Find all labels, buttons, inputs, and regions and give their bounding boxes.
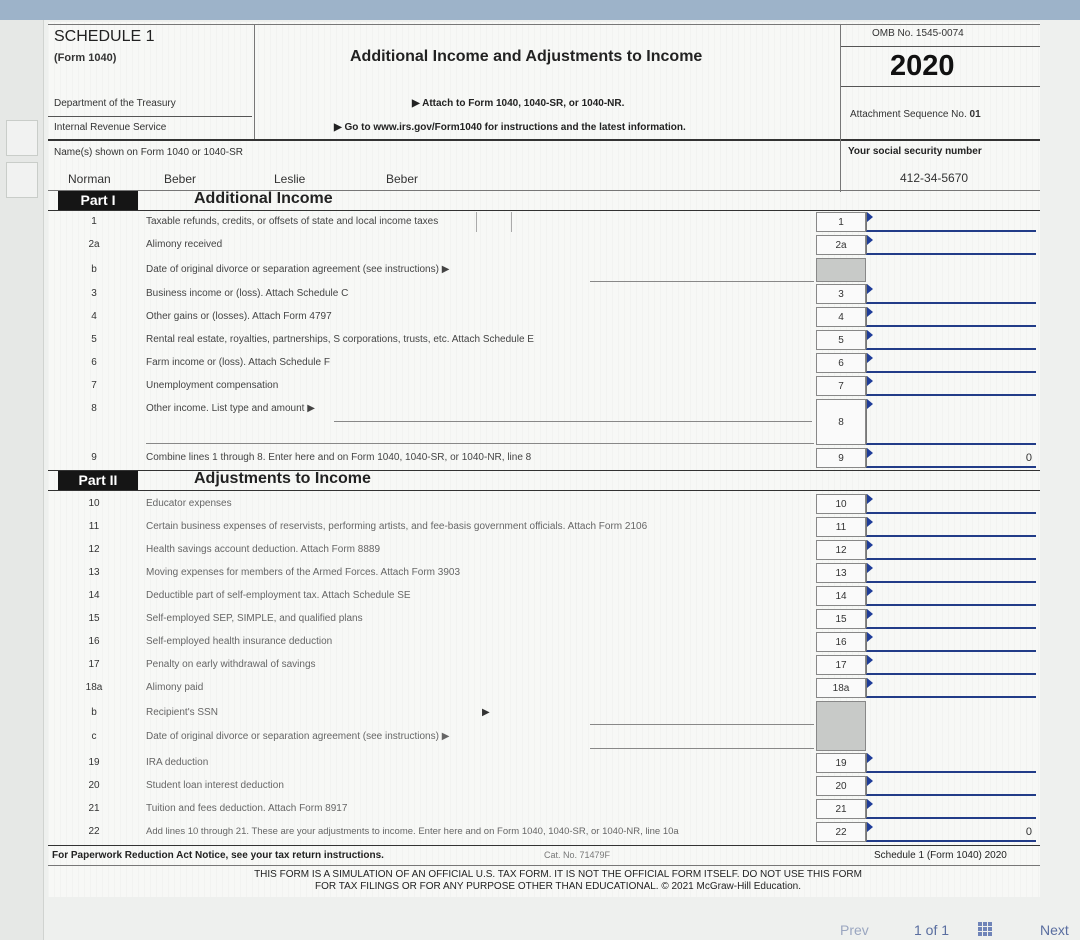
department-label: Department of the Treasury xyxy=(54,98,176,109)
line-20-row xyxy=(48,776,1040,796)
line-box-number: 11 xyxy=(816,517,866,537)
line-description: Other gains or (losses). Attach Form 4797 xyxy=(146,311,332,322)
line-12-amount-field[interactable] xyxy=(866,540,1036,560)
line-description: Recipient's SSN xyxy=(146,707,218,718)
line-number: 3 xyxy=(91,288,97,299)
line-5-row xyxy=(48,330,1040,350)
line-description: Unemployment compensation xyxy=(146,380,279,391)
line-4-row xyxy=(48,307,1040,327)
field-flag-icon xyxy=(867,376,873,386)
field-flag-icon xyxy=(867,586,873,596)
first-name-2[interactable]: Leslie xyxy=(274,172,306,186)
line-2b-row xyxy=(48,258,1040,282)
line-21-row xyxy=(48,799,1040,819)
line-number: b xyxy=(91,707,97,718)
line-description: Moving expenses for members of the Armed Forces. Attach Form 3903 xyxy=(146,567,461,578)
footer-bottom-rule xyxy=(48,865,1040,866)
line-number: 8 xyxy=(91,403,97,414)
field-flag-icon xyxy=(867,609,873,619)
header-rule xyxy=(48,139,1040,141)
irs-label: Internal Revenue Service xyxy=(54,122,167,133)
line-13-amount-field[interactable] xyxy=(866,563,1036,583)
line-description: Certain business expenses of reservists, performing artists, and fee-basis government officials. Attach Form 2106 xyxy=(146,521,648,532)
first-name-1[interactable]: Norman xyxy=(68,172,111,186)
form-reference: (Form 1040) xyxy=(54,52,117,64)
footer-rule xyxy=(48,845,1040,846)
line-description: Rental real estate, royalties, partnerships, S corporations, trusts, etc. Attach Schedule E xyxy=(146,334,534,345)
line-description: Student loan interest deduction xyxy=(146,780,284,791)
last-name-2[interactable]: Beber xyxy=(386,172,419,186)
line-1-row xyxy=(48,212,1040,232)
line-box-number: 13 xyxy=(816,563,866,583)
line-description: Deductible part of self-employment tax. Attach Schedule SE xyxy=(146,590,411,601)
line-description: Self-employed SEP, SIMPLE, and qualified plans xyxy=(146,613,363,624)
side-tab[interactable] xyxy=(6,162,38,198)
amount-value: 0 xyxy=(1025,452,1032,464)
tax-form-schedule-1 xyxy=(48,22,1040,897)
line-6-amount-field[interactable] xyxy=(866,353,1036,373)
line-7-amount-field[interactable] xyxy=(866,376,1036,396)
pagination-bar xyxy=(0,908,1080,940)
line-number: 22 xyxy=(88,826,100,837)
line-box-number: 2a xyxy=(816,235,866,255)
line-8-row xyxy=(48,399,1040,445)
line-11-amount-field[interactable] xyxy=(866,517,1036,537)
line-description: Date of original divorce or separation agreement (see instructions) ▶ xyxy=(146,731,450,742)
line-number: 11 xyxy=(88,521,100,532)
line-2a-row xyxy=(48,235,1040,255)
line-16-row xyxy=(48,632,1040,652)
line-1-amount-field[interactable] xyxy=(866,212,1036,232)
line-number: 13 xyxy=(88,567,100,578)
year-rule xyxy=(840,86,1040,87)
attachment-sequence xyxy=(850,109,981,120)
header-divider-left xyxy=(254,24,255,139)
line-number: 4 xyxy=(91,311,97,322)
line-description: Educator expenses xyxy=(146,498,232,509)
field-flag-icon xyxy=(867,330,873,340)
line-description: Tuition and fees deduction. Attach Form 8917 xyxy=(146,803,348,814)
omb-number: OMB No. 1545-0074 xyxy=(872,28,964,39)
line-10-amount-field[interactable] xyxy=(866,494,1036,514)
line-2a-amount-field[interactable] xyxy=(866,235,1036,255)
field-flag-icon xyxy=(867,212,873,222)
line-7-row xyxy=(48,376,1040,396)
part-2-rule xyxy=(48,490,1040,491)
part-2-label: Part II xyxy=(58,471,138,490)
line-18a-amount-field[interactable] xyxy=(866,678,1036,698)
line-17-row xyxy=(48,655,1040,675)
attachment-sequence-label: Attachment Sequence No. xyxy=(850,109,967,120)
line-box-number: 10 xyxy=(816,494,866,514)
prev-button[interactable]: Prev xyxy=(840,922,869,938)
simulation-notice-line-2: FOR TAX FILINGS OR FOR ANY PURPOSE OTHER THAN EDUCATIONAL. © 2021 McGraw-Hill Education. xyxy=(315,881,801,892)
line-21-amount-field[interactable] xyxy=(866,799,1036,819)
line-3-row xyxy=(48,284,1040,304)
line-description: Business income or (loss). Attach Schedule C xyxy=(146,288,349,299)
line-description: Taxable refunds, credits, or offsets of state and local income taxes xyxy=(146,216,439,227)
date-entry-line[interactable] xyxy=(590,748,814,749)
line-20-amount-field[interactable] xyxy=(866,776,1036,796)
field-flag-icon xyxy=(867,284,873,294)
field-flag-icon xyxy=(867,799,873,809)
paperwork-notice: For Paperwork Reduction Act Notice, see your tax return instructions. xyxy=(52,850,384,861)
attachment-sequence-number: 01 xyxy=(969,109,981,120)
line-9-amount-field[interactable] xyxy=(866,448,1036,468)
other-income-entry-line-2[interactable] xyxy=(146,443,814,444)
simulation-notice-line-1: THIS FORM IS A SIMULATION OF AN OFFICIAL U.S. TAX FORM. IT IS NOT THE OFFICIAL FORM ITSELF. DO NOT USE THIS FORM xyxy=(254,869,862,880)
line-9-row xyxy=(48,448,1040,468)
header-divider-right xyxy=(840,24,841,192)
field-flag-icon xyxy=(867,448,873,458)
line-18b-row xyxy=(48,701,1040,725)
line-number: 9 xyxy=(91,452,97,463)
names-label: Name(s) shown on Form 1040 or 1040-SR xyxy=(54,147,243,158)
browser-top-bar xyxy=(0,0,1080,20)
shaded-box xyxy=(816,258,866,282)
page-indicator: 1 of 1 xyxy=(914,922,950,938)
line-15-amount-field[interactable] xyxy=(866,609,1036,629)
line-14-amount-field[interactable] xyxy=(866,586,1036,606)
line-number: 14 xyxy=(88,590,100,601)
schedule-title: SCHEDULE 1 xyxy=(54,28,155,45)
line-box-number: 14 xyxy=(816,586,866,606)
line-box-number: 22 xyxy=(816,822,866,842)
line-box-number: 20 xyxy=(816,776,866,796)
line-description: Date of original divorce or separation agreement (see instructions) ▶ xyxy=(146,264,450,275)
line-22-amount-field[interactable] xyxy=(866,822,1036,842)
line-8-amount-field[interactable] xyxy=(866,399,1036,445)
line-22-row xyxy=(48,822,1040,842)
line-box-number: 19 xyxy=(816,753,866,773)
field-flag-icon xyxy=(867,776,873,786)
field-flag-icon xyxy=(867,655,873,665)
line-6-row xyxy=(48,353,1040,373)
attach-instruction: ▶ Attach to Form 1040, 1040-SR, or 1040-NR. xyxy=(412,98,625,109)
left-panel-strip xyxy=(0,20,44,940)
line-description: Alimony received xyxy=(146,239,223,250)
line-description: Alimony paid xyxy=(146,682,204,693)
date-entry-line[interactable] xyxy=(590,281,814,282)
field-flag-icon xyxy=(867,632,873,642)
line-box-number: 8 xyxy=(816,399,866,445)
goto-instruction: ▶ Go to www.irs.gov/Form1040 for instructions and the latest information. xyxy=(334,122,686,133)
part-1-title: Additional Income xyxy=(194,190,333,207)
field-flag-icon xyxy=(867,753,873,763)
field-flag-icon xyxy=(867,822,873,832)
line-number: 10 xyxy=(88,498,100,509)
line-number: 21 xyxy=(88,803,100,814)
line-description: Penalty on early withdrawal of savings xyxy=(146,659,316,670)
field-flag-icon xyxy=(867,517,873,527)
other-income-entry-line[interactable] xyxy=(334,421,812,422)
ssn-value[interactable]: 412-34-5670 xyxy=(900,171,969,185)
part-1-label: Part I xyxy=(58,191,138,210)
ssn-label: Your social security number xyxy=(848,146,982,157)
line-14-row xyxy=(48,586,1040,606)
line-number: 15 xyxy=(88,613,100,624)
line-number: 7 xyxy=(91,380,97,391)
dept-rule xyxy=(48,116,252,117)
line-box-number: 21 xyxy=(816,799,866,819)
line-18c-row xyxy=(48,727,1040,751)
line-number: 12 xyxy=(88,544,100,555)
line-box-number: 5 xyxy=(816,330,866,350)
dot-cell xyxy=(476,212,512,232)
line-box-number: 7 xyxy=(816,376,866,396)
field-flag-icon xyxy=(867,540,873,550)
line-number: 2a xyxy=(88,239,100,250)
line-11-row xyxy=(48,517,1040,537)
amount-value: 0 xyxy=(1025,826,1032,838)
field-flag-icon xyxy=(867,678,873,688)
grid-icon[interactable] xyxy=(978,922,992,936)
line-12-row xyxy=(48,540,1040,560)
line-10-row xyxy=(48,494,1040,514)
part-2-title: Adjustments to Income xyxy=(194,470,371,487)
field-flag-icon xyxy=(867,353,873,363)
line-number: 1 xyxy=(91,216,97,227)
line-18a-row xyxy=(48,678,1040,698)
line-number: 19 xyxy=(88,757,100,768)
side-tab[interactable] xyxy=(6,120,38,156)
line-box-number: 6 xyxy=(816,353,866,373)
line-box-number: 17 xyxy=(816,655,866,675)
recipient-ssn-entry-line[interactable] xyxy=(590,724,814,725)
form-title: Additional Income and Adjustments to Income xyxy=(350,48,703,65)
line-16-amount-field[interactable] xyxy=(866,632,1036,652)
field-flag-icon xyxy=(867,563,873,573)
line-5-amount-field[interactable] xyxy=(866,330,1036,350)
line-box-number: 9 xyxy=(816,448,866,468)
line-description: IRA deduction xyxy=(146,757,209,768)
arrow-icon: ▶ xyxy=(482,707,490,718)
line-box-number: 1 xyxy=(816,212,866,232)
line-number: 20 xyxy=(88,780,100,791)
line-17-amount-field[interactable] xyxy=(866,655,1036,675)
line-number: 6 xyxy=(91,357,97,368)
part-1-rule xyxy=(48,210,1040,211)
line-description: Combine lines 1 through 8. Enter here and on Form 1040, 1040-SR, or 1040-NR, line 8 xyxy=(146,452,532,463)
line-description: Other income. List type and amount ▶ xyxy=(146,403,315,414)
line-box-number: 4 xyxy=(816,307,866,327)
tax-year: 2020 xyxy=(890,50,955,82)
field-flag-icon xyxy=(867,307,873,317)
line-description: Farm income or (loss). Attach Schedule F xyxy=(146,357,330,368)
line-description: Self-employed health insurance deduction xyxy=(146,636,333,647)
top-rule xyxy=(48,24,1040,25)
field-flag-icon xyxy=(867,494,873,504)
line-number: 18a xyxy=(85,682,103,693)
line-number: 5 xyxy=(91,334,97,345)
line-19-amount-field[interactable] xyxy=(866,753,1036,773)
line-13-row xyxy=(48,563,1040,583)
last-name-1[interactable]: Beber xyxy=(164,172,197,186)
field-flag-icon xyxy=(867,399,873,409)
line-box-number: 3 xyxy=(816,284,866,304)
omb-rule xyxy=(840,46,1040,47)
line-19-row xyxy=(48,753,1040,773)
line-number: 16 xyxy=(88,636,100,647)
line-box-number: 15 xyxy=(816,609,866,629)
line-description: Health savings account deduction. Attach Form 8889 xyxy=(146,544,381,555)
line-description: Add lines 10 through 21. These are your adjustments to income. Enter here and on Form 1040, 1040-SR, or 1040-NR, line 10a xyxy=(146,826,679,837)
catalog-number: Cat. No. 71479F xyxy=(544,850,611,860)
line-box-number: 18a xyxy=(816,678,866,698)
line-number: b xyxy=(91,264,97,275)
line-3-amount-field[interactable] xyxy=(866,284,1036,304)
line-box-number: 16 xyxy=(816,632,866,652)
next-button[interactable]: Next xyxy=(1040,922,1069,938)
line-4-amount-field[interactable] xyxy=(866,307,1036,327)
schedule-reference: Schedule 1 (Form 1040) 2020 xyxy=(874,850,1007,861)
field-flag-icon xyxy=(867,235,873,245)
line-15-row xyxy=(48,609,1040,629)
line-box-number: 12 xyxy=(816,540,866,560)
line-number: c xyxy=(91,731,97,742)
line-number: 17 xyxy=(88,659,100,670)
